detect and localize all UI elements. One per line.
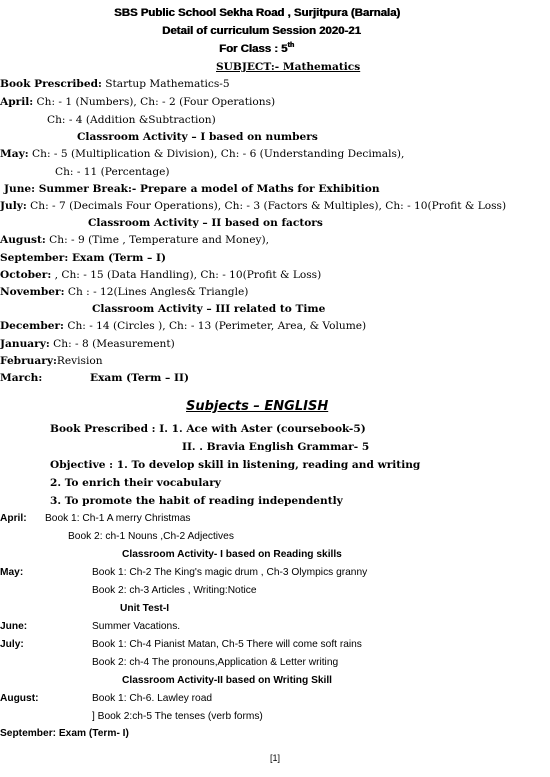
english-june-label: June: [0, 621, 28, 632]
maths-may-cont: Ch: - 11 (Percentage) [55, 166, 170, 178]
school-name: SBS Public School Sekha Road , Surjitpura (Barnala) [114, 7, 401, 19]
english-unit-test: Unit Test-I [120, 603, 170, 614]
english-heading: Subjects – ENGLISH [186, 399, 329, 414]
english-september: September: Exam (Term- I) [0, 728, 129, 739]
english-july-label: July: [0, 639, 24, 650]
maths-july: July: Ch: - 7 (Decimals Four Operations), Ch: - 3 (Factors & Multiples), Ch: - 10(Profit & Loss) [0, 200, 507, 212]
maths-activity-1: Classroom Activity – I based on numbers [77, 131, 318, 143]
subject-heading: SUBJECT:- Mathematics [216, 61, 361, 73]
english-july-book2: Book 2: ch-4 The pronouns,Application & Letter writing [92, 657, 339, 668]
english-objective-2: 2. To enrich their vocabulary [50, 477, 221, 489]
english-activity-2: Classroom Activity-II based on Writing Skill [122, 675, 333, 686]
maths-august: August: Ch: - 9 (Time , Temperature and Money), [0, 234, 269, 246]
maths-may: May: Ch: - 5 (Multiplication & Division), Ch: - 6 (Understanding Decimals), [0, 148, 405, 160]
maths-november: November: Ch : - 12(Lines Angles& Triangle) [0, 286, 249, 298]
english-april-book2: Book 2: ch-1 Nouns ,Ch-2 Adjectives [68, 531, 234, 542]
english-book-1: Book Prescribed : I. 1. Ace with Aster (coursebook-5) [50, 423, 366, 435]
curriculum-detail: Detail of curriculum Session 2020-21 [162, 25, 361, 37]
english-july-book1: Book 1: Ch-4 Pianist Matan, Ch-5 There will come soft rains [92, 639, 362, 650]
class-line [219, 42, 294, 56]
maths-april-cont: Ch: - 4 (Addition &Subtraction) [47, 114, 216, 126]
maths-february: February:Revision [0, 355, 103, 367]
maths-september: September: Exam (Term – I) [0, 252, 166, 264]
maths-activity-3: Classroom Activity – III related to Time [92, 303, 326, 315]
english-book-2: II. . Bravia English Grammar- 5 [182, 441, 370, 453]
class-suffix: th [287, 42, 294, 50]
english-may-book1: Book 1: Ch-2 The King's magic drum , Ch-3 Olympics granny [92, 567, 368, 578]
maths-january: January: Ch: - 8 (Measurement) [0, 338, 175, 350]
english-august-label: August: [0, 693, 39, 704]
maths-october: October: , Ch: - 15 (Data Handling), Ch: - 10(Profit & Loss) [0, 269, 322, 281]
english-objective-1: Objective : 1. To develop skill in listening, reading and writing [50, 459, 421, 471]
maths-april: April: Ch: - 1 (Numbers), Ch: - 2 (Four Operations) [0, 96, 276, 108]
english-april-label: April: [0, 513, 27, 524]
maths-march: March: Exam (Term – II) [0, 372, 189, 384]
english-april-book1: Book 1: Ch-1 A merry Christmas [45, 513, 191, 524]
english-objective-3: 3. To promote the habit of reading independently [50, 495, 343, 507]
class-label: For Class : 5 [219, 43, 288, 55]
english-may-label: May: [0, 567, 24, 578]
maths-june: June: Summer Break:- Prepare a model of Maths for Exhibition [4, 183, 380, 195]
maths-book-line: Book Prescribed: Startup Mathematics-5 [0, 78, 230, 90]
english-activity-1: Classroom Activity- I based on Reading skills [122, 549, 342, 560]
maths-december: December: Ch: - 14 (Circles ), Ch: - 13 (Perimeter, Area, & Volume) [0, 320, 367, 332]
english-august-book1: Book 1: Ch-6. Lawley road [92, 693, 213, 704]
english-june-value: Summer Vacations. [92, 621, 181, 632]
english-august-book2: ] Book 2:ch-5 The tenses (verb forms) [92, 711, 263, 722]
page-number: [1] [269, 753, 280, 763]
maths-activity-2: Classroom Activity – II based on factors [88, 217, 323, 229]
english-may-book2: Book 2: ch-3 Articles , Writing:Notice [92, 585, 257, 596]
